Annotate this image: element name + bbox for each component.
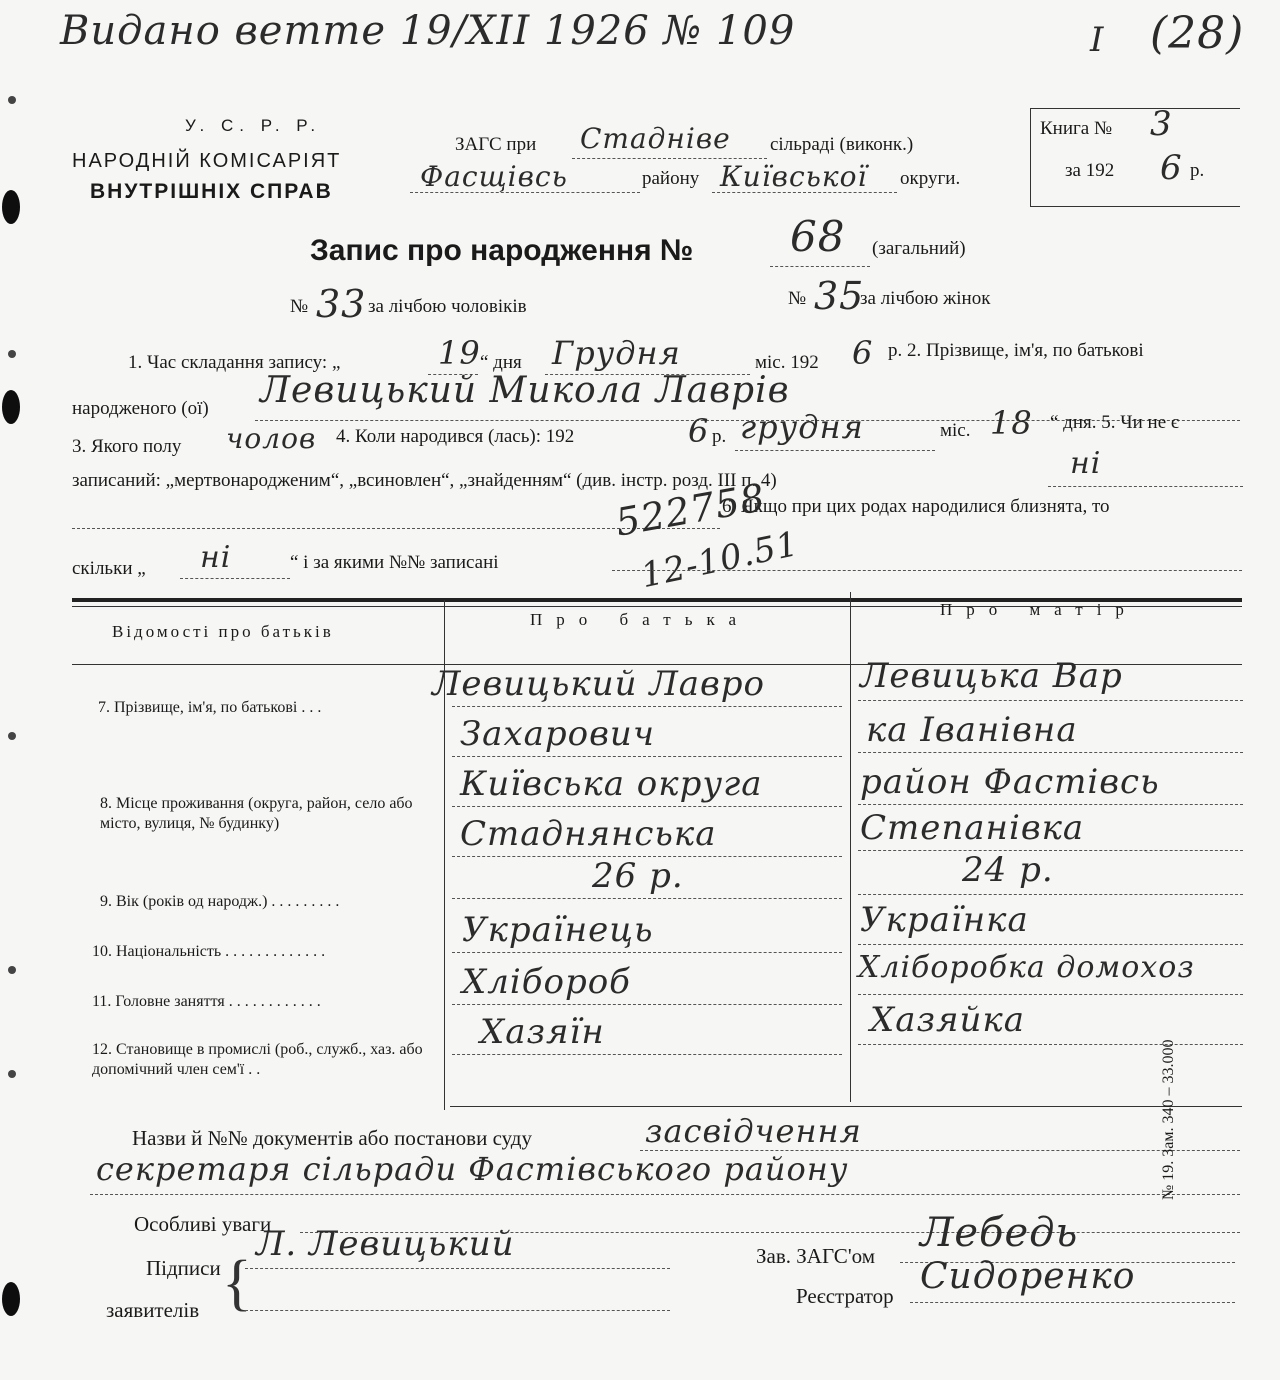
child-name-label: народженого (ої) xyxy=(72,398,209,419)
table-header-mother: Про матір xyxy=(940,600,1138,619)
female-count-number: 35 xyxy=(814,274,865,318)
birth-year-suffix: р. xyxy=(712,426,727,447)
twins-numbers-label: “ і за якими №№ записані xyxy=(290,552,499,573)
father-residence-2: Стаднянська xyxy=(460,814,717,854)
commissariat-label: НАРОДНІЙ КОМІСАРІЯТ xyxy=(72,150,342,172)
binder-hole xyxy=(2,390,20,424)
row-label-occupation: 11. Головне заняття . . . . . . . . . . . . xyxy=(92,993,321,1010)
okruha-label: округи. xyxy=(900,168,961,189)
binder-hole xyxy=(2,190,20,224)
district-value: Фасщівсь xyxy=(420,160,568,193)
head-signature: Лебедь xyxy=(920,1210,1079,1256)
book-year-prefix: за 192 xyxy=(1065,160,1115,181)
mother-nationality: Українка xyxy=(860,900,1029,940)
entry-day-suffix: “ дня xyxy=(480,352,522,373)
okruha-value: Київської xyxy=(720,160,868,193)
mother-line-3 xyxy=(858,804,1243,805)
book-box-bottom xyxy=(1030,206,1240,207)
father-line-6 xyxy=(452,952,842,953)
book-box-left xyxy=(1030,108,1031,206)
book-number: 3 xyxy=(1150,104,1173,144)
record-number-line xyxy=(770,266,870,267)
mother-residence-2: Степанівка xyxy=(860,808,1085,848)
council-suffix: сільраді (виконк.) xyxy=(770,134,914,155)
sex-label: 3. Якого полу xyxy=(72,436,182,457)
registrar-line xyxy=(910,1302,1235,1303)
book-box-top xyxy=(1030,108,1240,109)
father-line-8 xyxy=(452,1054,842,1055)
birth-month-suffix: міс. xyxy=(940,420,971,441)
okruha-line xyxy=(712,192,897,193)
mother-line-6 xyxy=(858,944,1243,945)
stillborn-line xyxy=(1048,486,1243,487)
book-label: Книга № xyxy=(1040,118,1113,139)
row-label-status: 12. Становище в промислі (роб., служб., хаз. або допомічний член сем'ї . . xyxy=(92,1041,423,1078)
signatures-label: Підписи xyxy=(146,1256,221,1280)
zags-prefix: ЗАГС при xyxy=(455,134,537,155)
mother-line-1 xyxy=(858,700,1243,701)
birth-day-suffix: “ дня. 5. Чи не є xyxy=(1050,412,1180,433)
department-label: ВНУТРІШНІХ СПРАВ xyxy=(90,180,333,203)
applicants-label: заявителів xyxy=(106,1298,200,1322)
twins-question: 6. Якщо при цих родах народилися близнята, то xyxy=(722,496,1110,517)
male-count-prefix: № xyxy=(290,296,309,317)
record-general-label: (загальний) xyxy=(872,238,966,259)
mother-line-5 xyxy=(858,894,1243,895)
applicant-line-1 xyxy=(245,1268,670,1269)
father-line-2 xyxy=(452,756,842,757)
registrar-label: Реєстратор xyxy=(796,1284,894,1308)
punch-mark xyxy=(8,966,16,974)
row-label-residence: 8. Місце проживання (округа, район, село або місто, вулиця, № будинку) xyxy=(100,795,413,832)
entry-month-value: Грудня xyxy=(552,334,681,372)
punch-mark xyxy=(8,350,16,358)
record-title: Запис про народження № xyxy=(310,234,694,267)
male-count-number: 33 xyxy=(316,282,367,326)
print-info: № 19. Зам. 340 – 33.000 xyxy=(1160,1039,1177,1200)
applicant-signature: Л. Левицький xyxy=(256,1224,515,1264)
village-council-value: Стадніве xyxy=(580,122,731,155)
book-year-suffix: р. xyxy=(1190,160,1205,181)
corner-sheet-number: (28) xyxy=(1150,8,1245,59)
documents-label: Назви й №№ документів або постанови суду xyxy=(132,1126,532,1150)
district-label: району xyxy=(642,168,700,189)
mother-occupation: Хліборобка домохоз xyxy=(858,950,1195,985)
registrar-signature: Сидоренко xyxy=(920,1256,1136,1297)
punch-mark xyxy=(8,732,16,740)
father-name-1: Левицький Лавро xyxy=(432,664,765,704)
corner-mark: I xyxy=(1090,20,1105,60)
mother-name-1: Левицька Вар xyxy=(860,656,1123,696)
female-count-label: за лічбою жінок xyxy=(860,288,991,309)
mother-status: Хазяйка xyxy=(870,1000,1026,1040)
entry-time-label: 1. Час складання запису: „ xyxy=(128,352,341,373)
archive-stamp-date: 12-10.51 xyxy=(637,523,803,597)
birth-day-value: 18 xyxy=(990,404,1033,442)
father-nationality: Українець xyxy=(462,910,654,950)
row-label-age: 9. Вік (років од народж.) . . . . . . . . . xyxy=(100,893,340,910)
mother-line-2 xyxy=(858,752,1243,753)
signature-bracket: { xyxy=(222,1249,252,1317)
documents-line-2 xyxy=(90,1194,1240,1195)
top-handwritten-note: Видано ветте 19/XII 1926 № 109 xyxy=(60,8,796,54)
father-age: 26 р. xyxy=(592,856,684,896)
father-residence-1: Київська округа xyxy=(460,764,763,804)
row-label-name: 7. Прізвище, ім'я, по батькові . . . xyxy=(98,699,322,716)
mother-age: 24 р. xyxy=(962,850,1054,890)
female-count-prefix: № xyxy=(788,288,807,309)
entry-day-value: 19 xyxy=(438,334,481,372)
twins-numbers-line xyxy=(612,570,1242,571)
birth-month-line xyxy=(735,450,935,451)
head-label: Зав. ЗАГС'ом xyxy=(756,1244,875,1268)
binder-hole xyxy=(2,1282,20,1316)
notes-label: Особливі уваги xyxy=(134,1212,272,1236)
entry-year-suffix: р. 2. Прізвище, ім'я, по батькові xyxy=(888,340,1144,361)
male-count-label: за лічбою чоловіків xyxy=(368,296,527,317)
child-name-value: Левицький Микола Лаврів xyxy=(260,370,790,411)
mother-residence-1: район Фастівсь xyxy=(860,762,1160,802)
republic-label: У. С. Р. Р. xyxy=(185,116,322,135)
record-number: 68 xyxy=(790,212,846,261)
district-line xyxy=(410,192,640,193)
father-name-2: Захарович xyxy=(460,714,655,754)
row-label-nationality: 10. Національність . . . . . . . . . . . . . xyxy=(92,943,326,960)
table-header-info: Відомості про батьків xyxy=(112,622,334,641)
father-line-7 xyxy=(452,1004,842,1005)
table-bottom-rule xyxy=(450,1106,1242,1107)
table-header-father: Про батька xyxy=(530,610,751,629)
twins-count-value: ні xyxy=(200,540,232,575)
documents-value-2: секретаря сільради Фастівського району xyxy=(96,1150,849,1188)
birth-date-label: 4. Коли народився (лась): 192 xyxy=(336,426,575,447)
punch-mark xyxy=(8,1070,16,1078)
stillborn-answer: ні xyxy=(1070,446,1102,481)
twins-count-label: скільки „ xyxy=(72,558,146,579)
mother-name-2: ка Іванівна xyxy=(866,710,1078,750)
applicant-line-2 xyxy=(245,1310,670,1311)
documents-value-1: засвідчення xyxy=(645,1112,862,1150)
table-col-divider-2 xyxy=(850,592,851,1102)
birth-year-value: 6 xyxy=(688,412,710,450)
father-line-3 xyxy=(452,806,842,807)
birth-month-value: грудня xyxy=(740,408,864,446)
punch-mark xyxy=(8,96,16,104)
sex-value: чолов xyxy=(226,422,317,455)
book-year-digit: 6 xyxy=(1160,148,1183,188)
father-occupation: Хлібороб xyxy=(462,962,631,1002)
mother-line-8 xyxy=(858,1044,1243,1045)
village-council-line xyxy=(572,158,767,159)
entry-month-suffix: міс. 192 xyxy=(755,352,819,373)
archive-stamp-number: 522758 xyxy=(612,475,769,545)
entry-year-value: 6 xyxy=(852,334,874,372)
mother-line-7 xyxy=(858,994,1243,995)
stillborn-question: записаний: „мертвонародженим“, „всиновлен“, „знайденням“ (див. інстр. розд. III п. 4) xyxy=(72,470,777,491)
twins-count-line xyxy=(180,578,290,579)
father-status: Хазяїн xyxy=(480,1012,605,1052)
father-line-5 xyxy=(452,898,842,899)
father-line-1 xyxy=(452,706,842,707)
